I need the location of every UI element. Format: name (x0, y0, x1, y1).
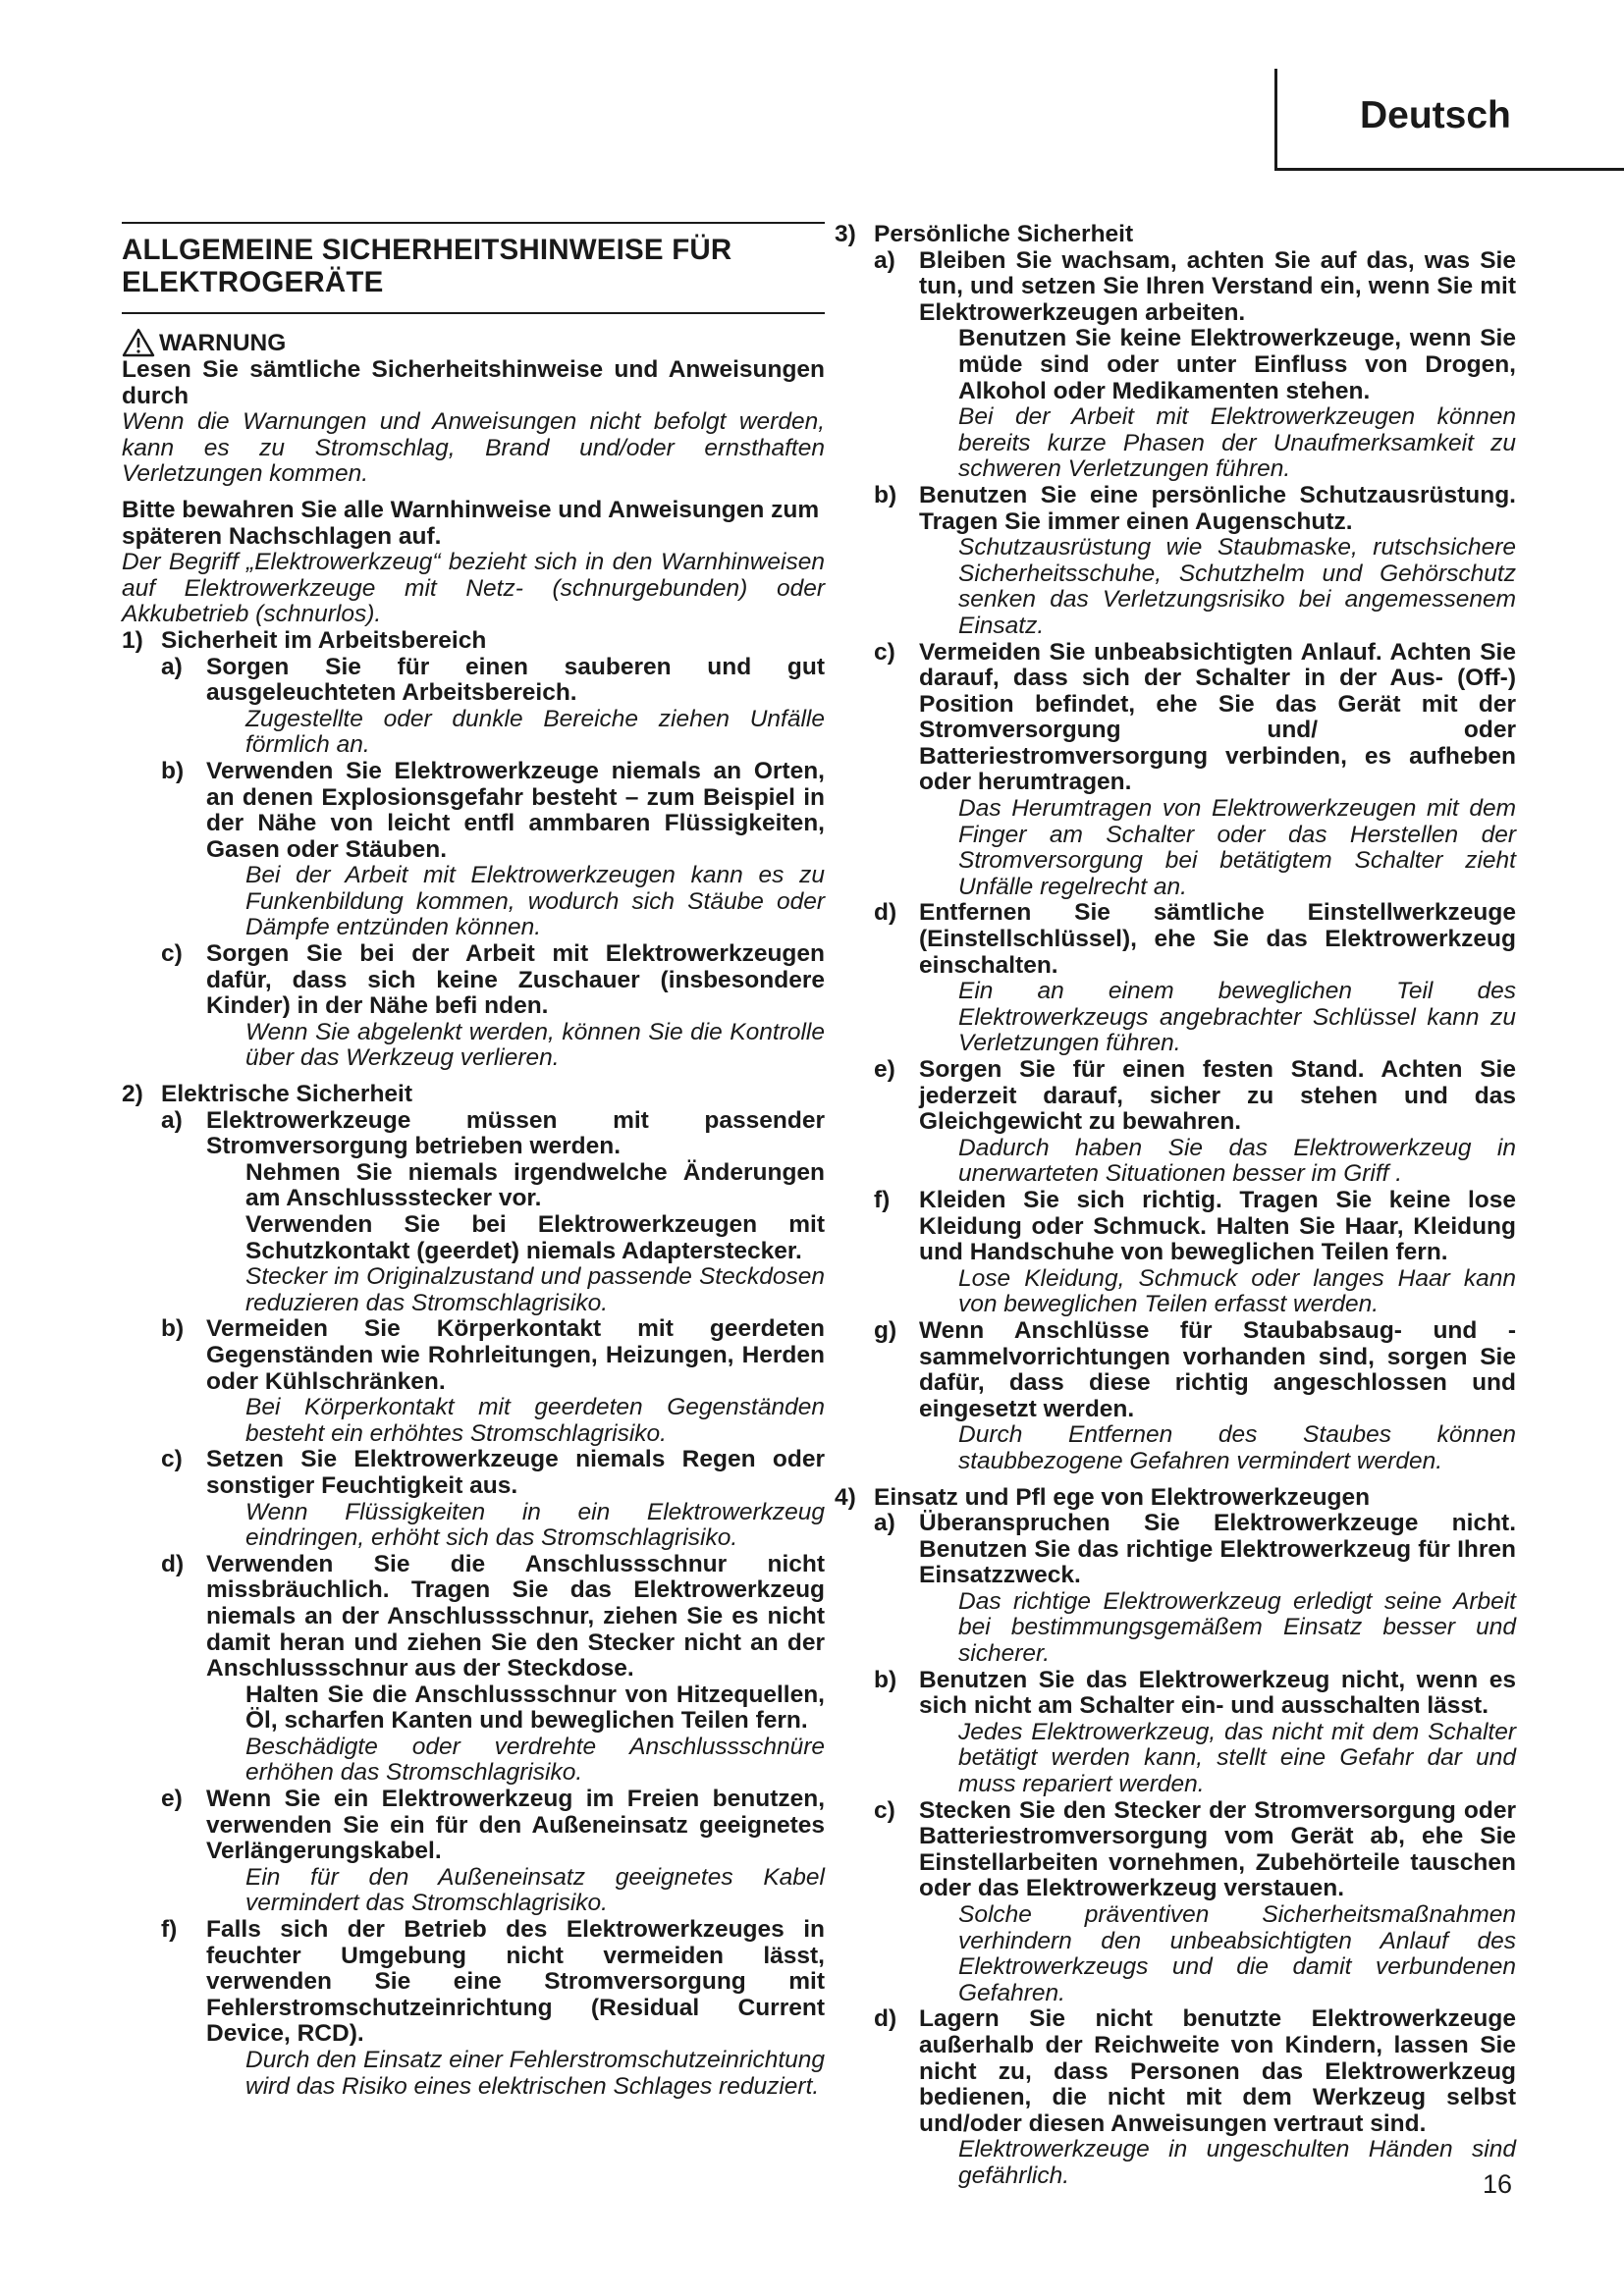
right-column (835, 222, 1516, 2190)
section-4-item-d-note: Elektrowerkzeuge in ungeschulten Händen sind gefährlich. (958, 2136, 1516, 2189)
section-4-item-b: b) Benutzen Sie das Elektrowerkzeug nicht, wenn es sich nicht am Schalter ein- und ausschalten lässt. (874, 1666, 1516, 1720)
section-4-item-c-note: Solche präventiven Sicherheitsmaßnahmen verhindern den unbeabsichtigten Anlauf des Elektrowerkzeugs und die damit verbundenen Gefahren. (958, 1901, 1516, 2006)
section-1-heading: 1) Sicherheit im Arbeitsbereich (122, 626, 487, 654)
warning-triangle-icon (122, 328, 155, 357)
keep-instructions-bold: Bitte bewahren Sie alle Warnhinweise und Anweisungen zum späteren Nachschlagen auf. (122, 496, 820, 550)
section-3-item-e-note: Dadurch haben Sie das Elektrowerkzeug in unerwarteten Situationen besser im Griff . (958, 1134, 1516, 1188)
section-3-item-d-note: Ein an einem beweglichen Teil des Elektrowerkzeugs angebrachter Schlüssel kann zu Verletzungen führen. (958, 978, 1516, 1057)
section-2-item-b-note: Bei Körperkontakt mit geerdeten Gegenständen besteht ein erhöhtes Stromschlagrisiko. (245, 1394, 825, 1447)
section-2-item-d-bold-2: Halten Sie die Anschlussschnur von Hitzequellen, Öl, scharfen Kanten und beweglichen Teilen fern. (245, 1681, 825, 1735)
title-rule-bottom (122, 312, 825, 314)
section-3-item-g-note: Durch Entfernen des Staubes können staubbezogene Gefahren vermindert werden. (958, 1421, 1516, 1474)
section-2-item-a-bold-2: Nehmen Sie niemals irgendwelche Änderungen am Anschlussstecker vor. (245, 1158, 825, 1212)
warning-italic-text: Wenn die Warnungen und Anweisungen nicht befolgt werden, kann es zu Stromschlag, Brand und/oder ernsthaften Verletzungen kommen. (122, 408, 825, 488)
section-2-item-b: b) Vermeiden Sie Körperkontakt mit geerdeten Gegenständen wie Rohrleitungen, Heizungen, Herden oder Kühlschränken. (161, 1315, 825, 1395)
section-2-item-a: a) Elektrowerkzeuge müssen mit passender Stromversorgung betrieben werden. (161, 1106, 825, 1160)
title-line-1: ALLGEMEINE SICHERHEITSHINWEISE FÜR (122, 234, 732, 266)
section-3-item-e: e) Sorgen Sie für einen festen Stand. Achten Sie jederzeit darauf, sicher zu stehen und das Gleichgewicht zu bewahren. (874, 1056, 1516, 1136)
section-4-item-b-note: Jedes Elektrowerkzeug, das nicht mit dem Schalter betätigt werden kann, stellt eine Gefahr dar und muss repariert werden. (958, 1718, 1516, 1798)
section-4-item-c: c) Stecken Sie den Stecker der Stromversorgung oder Batteriestromversorgung vom Gerät ab, ehe Sie Einstellarbeiten vornehmen, Zubehörteile tauschen oder das Elektrowerkzeug verstauen. (874, 1796, 1516, 1902)
section-3-item-c-note: Das Herumtragen von Elektrowerkzeugen mit dem Finger am Schalter oder das Herstellen der Stromversorgung bei betätigtem Schalter zieht Unfälle regelrecht an. (958, 795, 1516, 900)
section-2-item-f: f) Falls sich der Betrieb des Elektrowerkzeuges in feuchter Umgebung nicht vermeiden lässt, verwenden Sie eine Stromversorgung mit Fehlerstromschutzeinrichtung (Residual Current Device, RCD). (161, 1916, 825, 2048)
section-3-item-f-note: Lose Kleidung, Schmuck oder langes Haar kann von beweglichen Teilen erfasst werden. (958, 1264, 1516, 1318)
section-3-item-d: d) Entfernen Sie sämtliche Einstellwerkzeuge (Einstellschlüssel), ehe Sie das Elektrowerkzeug einschalten. (874, 899, 1516, 979)
section-3-item-a-note: Bei der Arbeit mit Elektrowerkzeugen können bereits kurze Phasen der Unaufmerksamkeit zu schweren Verletzungen führen. (958, 403, 1516, 483)
language-label: Deutsch (1360, 94, 1511, 136)
keep-instructions-italic: Der Begriff „Elektrowerkzeug“ bezieht sich in den Warnhinweisen auf Elektrowerkzeuge mit Netz- (schnurgebunden) oder Akkubetrieb (schnurlos). (122, 549, 825, 628)
section-3-item-a-bold-2: Benutzen Sie keine Elektrowerkzeuge, wenn Sie müde sind oder unter Einfluss von Drogen, Alkohol oder Medikamenten stehen. (958, 325, 1516, 404)
warning-label: WARNUNG (159, 330, 287, 357)
section-3-item-f: f) Kleiden Sie sich richtig. Tragen Sie keine lose Kleidung oder Schmuck. Halten Sie Haar, Kleidung und Handschuhe von beweglichen Teilen fern. (874, 1186, 1516, 1266)
title-rule-top (122, 222, 825, 224)
section-3-item-a: a) Bleiben Sie wachsam, achten Sie auf das, was Sie tun, und setzen Sie Ihren Verstand ein, wenn Sie mit Elektrowerkzeugen arbeiten. (874, 246, 1516, 326)
section-2-item-a-bold-3: Verwenden Sie bei Elektrowerkzeugen mit Schutzkontakt (geerdet) niemals Adapterstecker. (245, 1211, 825, 1264)
section-2-item-c-note: Wenn Flüssigkeiten in ein Elektrowerkzeug eindringen, erhöht sich das Stromschlagrisiko. (245, 1498, 825, 1552)
section-2-item-e-note: Ein für den Außeneinsatz geeignetes Kabel vermindert das Stromschlagrisiko. (245, 1863, 825, 1917)
section-4-item-d: d) Lagern Sie nicht benutzte Elektrowerkzeuge außerhalb der Reichweite von Kindern, lassen Sie nicht zu, dass Personen das Elektrowerkzeug bedienen, die nicht mit dem Werkzeug selbst und/oder diesen Anweisungen vertraut sind. (874, 2005, 1516, 2137)
left-column (122, 222, 825, 2100)
section-3-item-c: c) Vermeiden Sie unbeabsichtigten Anlauf. Achten Sie darauf, dass sich der Schalter in der Aus- (Off-) Position befindet, ehe Sie das Gerät mit der Stromversorgung und/ oder Batteriestromversorgung verbinden, es aufheben oder herumtragen. (874, 638, 1516, 796)
section-2-item-d: d) Verwenden Sie die Anschlussschnur nicht missbräuchlich. Tragen Sie das Elektrowerkzeug niemals an der Anschlussschnur, ziehen Sie es nicht damit heran und ziehen Sie den Stecker nicht an der Anschlussschnur aus der Steckdose. (161, 1550, 825, 1682)
section-2-item-a-note: Stecker im Originalzustand und passende Steckdosen reduzieren das Stromschlagrisiko. (245, 1263, 825, 1316)
section-4-heading: 4) Einsatz und Pfl ege von Elektrowerkzeugen (835, 1483, 1371, 1511)
section-3-item-g: g) Wenn Anschlüsse für Staubabsaug- und -sammelvorrichtungen vorhanden sind, sorgen Sie dafür, dass diese richtig angeschlossen und eingesetzt werden. (874, 1316, 1516, 1422)
title-line-2: ELEKTROGERÄTE (122, 266, 384, 298)
section-1-item-a-note: Zugestellte oder dunkle Bereiche ziehen Unfälle förmlich an. (245, 705, 825, 759)
section-1-item-c: c) Sorgen Sie bei der Arbeit mit Elektrowerkzeugen dafür, dass sich keine Zuschauer (insbesondere Kinder) in der Nähe befi nden. (161, 940, 825, 1020)
section-2-item-c: c) Setzen Sie Elektrowerkzeuge niemals Regen oder sonstiger Feuchtigkeit aus. (161, 1446, 825, 1499)
section-2-item-e: e) Wenn Sie ein Elektrowerkzeug im Freien benutzen, verwenden Sie ein für den Außeneinsatz geeignetes Verlängerungskabel. (161, 1786, 825, 1865)
section-4-item-a: a) Überanspruchen Sie Elektrowerkzeuge nicht. Benutzen Sie das richtige Elektrowerkzeug für Ihren Einsatzzweck. (874, 1510, 1516, 1589)
section-4-item-a-note: Das richtige Elektrowerkzeug erledigt seine Arbeit bei bestimmungsgemäßem Einsatz besser und sicherer. (958, 1587, 1516, 1668)
section-1-item-c-note: Wenn Sie abgelenkt werden, können Sie die Kontrolle über das Werkzeug verlieren. (245, 1018, 825, 1072)
section-3-heading: 3) Persönliche Sicherheit (835, 221, 1134, 247)
section-1-item-a: a) Sorgen Sie für einen sauberen und gut ausgeleuchteten Arbeitsbereich. (161, 653, 825, 707)
section-2-item-f-note: Durch den Einsatz einer Fehlerstromschutzeinrichtung wird das Risiko eines elektrischen Schlages reduziert. (245, 2047, 825, 2100)
page-number: 16 (1483, 2169, 1513, 2199)
section-3-item-b-note: Schutzausrüstung wie Staubmaske, rutschsichere Sicherheitsschuhe, Schutzhelm und Gehörschutz senken das Verletzungsrisiko bei angemessenem Einsatz. (958, 534, 1516, 639)
warning-heading (122, 328, 825, 357)
section-title (122, 234, 825, 298)
section-1-item-b: b) Verwenden Sie Elektrowerkzeuge niemals an Orten, an denen Explosionsgefahr besteht – zum Beispiel in der Nähe von leicht entfl ammbaren Flüssigkeiten, Gasen oder Stäuben. (161, 757, 825, 863)
section-1-item-b-note: Bei der Arbeit mit Elektrowerkzeugen kann es zu Funkenbildung kommen, wodurch sich Stäube oder Dämpfe entzünden können. (245, 862, 825, 941)
warning-bold-text: Lesen Sie sämtliche Sicherheitshinweise und Anweisungen durch (122, 356, 825, 409)
section-2-heading: 2) Elektrische Sicherheit (122, 1081, 413, 1108)
section-2-item-d-note: Beschädigte oder verdrehte Anschlussschnüre erhöhen das Stromschlagrisiko. (245, 1733, 825, 1787)
section-3-item-b: b) Benutzen Sie eine persönliche Schutzausrüstung. Tragen Sie immer einen Augenschutz. (874, 481, 1516, 535)
